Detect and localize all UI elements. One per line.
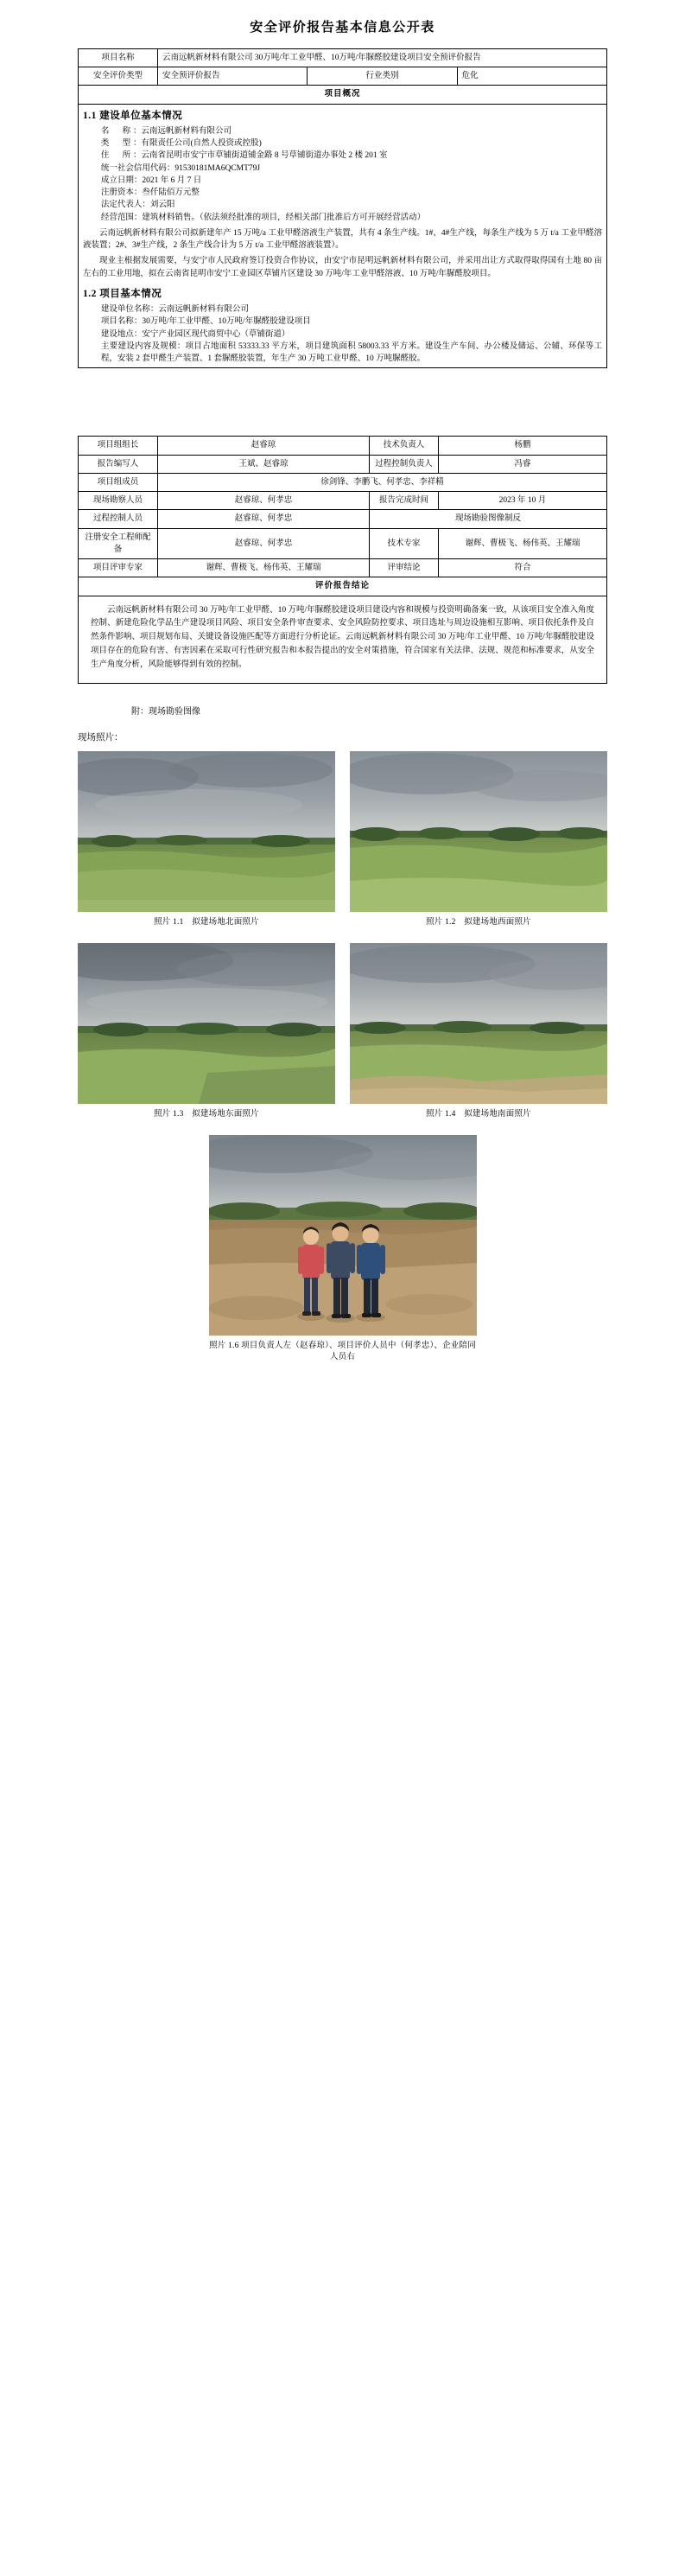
label-process-control-lead: 过程控制负责人 [370,455,439,473]
section-title-conclusion: 评价报告结论 [79,577,607,596]
label-report-writer: 报告编写人 [79,455,158,473]
value-technical-expert: 谢辉、曹极飞、杨伟英、王耀瑞 [439,528,607,559]
value-project-name: 云南远帆新材料有限公司 30万吨/年工业甲醛、10万吨/年脲醛胶建设项目安全预评价报告 [158,48,607,67]
photo-1-6-image [209,1135,477,1336]
table-row-conclusion-body [79,596,607,684]
section-title-overview: 项目概况 [79,86,607,104]
overview-body [79,104,607,368]
table-row-section-header [79,86,607,104]
field-company-address: 住 所：云南省昆明市安宁市草铺街道铺金路 8 号草铺街道办事处 2 楼 201 室 [100,151,388,161]
info-table [78,48,607,369]
photo-row-3 [78,1135,607,1377]
table-row [79,492,607,510]
label-industry-category: 行业类别 [308,67,457,86]
photo-cell-1-3 [78,943,335,1133]
heading-builder-basic: 1.1 建设单位基本情况 [83,110,183,121]
photo-gallery [78,751,607,1376]
field-legal-representative: 法定代表人：刘云阳 [100,201,175,210]
field-registered-capital: 注册资本：叁仟陆佰万元整 [100,188,200,197]
table-row [79,559,607,577]
value-team-members: 徐剑锋、李鹏飞、何孝忠、李祥精 [158,473,607,491]
conclusion-text: 云南远帆新材料有限公司 30 万吨/年工业甲醛、10 万吨/年脲醛胶建设项目建设内容和规模与投资明确备案一致，从该项目安全准入角度控制、新建危险化学品生产建设项目风险、项目安全条件审查要求、安全风险防控要求、项目选址与周边设施相互影响、项目依托条件及自然条件影响、项目规划布局、关键设备设施匹配等方面进行分析论证。云南远帆新材料有限公司 30 万吨/年工业甲醛、10 万吨/年脲醛胶建设项目存在的危险有害、有害因素在采取可行性研究报告和本报告提出的安全对策措施，符合国家有关法律、法规、规范和标准要求，从安全生产角度分析，风险能够得到有效的控制。 [91,605,594,670]
table-row-project-name [79,48,607,67]
attachment-note: 附：现场勘验图像 [131,707,200,717]
label-registered-engineer: 注册安全工程师配备 [79,528,158,559]
photo-1-3-image [78,943,335,1104]
review-table [78,436,607,684]
attachment-section [78,706,607,744]
photo-1-3-caption: 照片 1.3 拟建场地东面照片 [154,1109,259,1119]
photo-1-1-image [78,751,335,912]
value-team-leader: 赵睿琼 [158,437,370,455]
table-row [79,455,607,473]
label-team-members: 项目组成员 [79,473,158,491]
photo-section-label: 现场照片： [78,732,124,743]
label-process-control-staff: 过程控制人员 [79,510,158,528]
value-report-writer: 王斌、赵睿琼 [158,455,370,473]
photo-1-6-caption: 照片 1.6 项目负责人左（赵春琼）、项目评价人员中（何孝忠）、企业陪同人员右 [209,1341,476,1362]
label-review-experts: 项目评审专家 [79,559,158,577]
value-site-survey-staff: 赵睿琼、何孝忠 [158,492,370,510]
overview-paragraph-2: 现业主根据发展需要，与安宁市人民政府签订投资合作协议，由安宁市昆明远帆新材料有限公司，并采用出让方式取得取得国有土地 80 亩左右的工业用地，拟在云南省昆明市安宁工业园区草铺片区建设 30 万吨/年工业甲醛溶液、10 万吨/年脲醛胶项目。 [83,257,602,278]
table-row-assessment-type [79,67,607,86]
field-scope-and-scale: 主要建设内容及规模：项目占地面积 53333.33 平方米，项目建筑面积 58003.33 平方米。建设生产车间、办公楼及储运、公辅、环保等工程，安装 2 套甲醛生产装置、1 套脲醛胶装置，年生产 30 万吨工业甲醛、10 万吨脲醛胶。 [100,341,602,363]
value-review-experts: 谢辉、曹极飞、杨伟英、王耀瑞 [158,559,370,577]
field-builder-name: 建设单位名称：云南远帆新材料有限公司 [100,305,249,314]
overview-paragraph-1: 云南远帆新材料有限公司拟新建年产 15 万吨/a 工业甲醛溶液生产装置，共有 4 条生产线。1#、4#生产线，每条生产线为 5 万 t/a 工业甲醛溶液装置；2#、3#生产线，2 条生产线合计为 5 万 t/a 工业甲醛溶液装置）。 [83,228,602,250]
value-report-completion-time: 2023 年 10 月 [439,492,607,510]
field-credit-code: 统一社会信用代码：91530181MA6QCMT79J [100,163,261,173]
value-technical-lead: 杨鹏 [439,437,607,455]
photo-cell-1-4 [350,943,607,1133]
value-assessment-type: 安全预评价报告 [158,67,308,86]
photo-1-2-caption: 照片 1.2 拟建场地西面照片 [426,917,531,927]
value-process-control-staff: 赵睿琼、何孝忠 [158,510,370,528]
table-spacer [0,368,685,436]
table-row-conclusion-header [79,577,607,596]
value-review-conclusion: 符合 [439,559,607,577]
photo-row-2 [78,943,607,1133]
conclusion-cell [79,596,607,684]
field-company-name: 名 称：云南远帆新材料有限公司 [100,126,232,136]
value-site-survey-image: 现场勘验图像制反 [370,510,607,528]
table-row [79,473,607,491]
table-row [79,437,607,455]
value-industry-category: 危化 [457,67,606,86]
value-registered-engineer: 赵睿琼、何孝忠 [158,528,370,559]
table-row [79,528,607,559]
page-title: 安全评价报告基本信息公开表 [250,21,435,35]
label-team-leader: 项目组组长 [79,437,158,455]
field-construction-site: 建设地点：安宁产业园区现代商贸中心（草铺街道） [100,329,290,339]
label-technical-lead: 技术负责人 [370,437,439,455]
field-project-name: 项目名称：30万吨/年工业甲醛、10万吨/年脲醛胶建设项目 [100,317,311,327]
label-technical-expert: 技术专家 [370,528,439,559]
table-row [79,510,607,528]
photo-cell-1-2 [350,751,607,941]
label-assessment-type: 安全评价类型 [79,67,158,86]
field-business-scope: 经营范围：建筑材料销售。（依法须经批准的项目，经相关部门批准后方可开展经营活动） [100,213,426,222]
value-process-control-lead: 冯睿 [439,455,607,473]
photo-cell-1-6 [209,1135,477,1377]
field-company-type: 类 型：有限责任公司(自然人投资或控股) [100,139,262,148]
photo-1-4-caption: 照片 1.4 拟建场地南面照片 [426,1109,531,1119]
field-established-date: 成立日期：2021 年 6 月 7 日 [100,175,202,185]
label-project-name: 项目名称 [79,48,158,67]
label-review-conclusion: 评审结论 [370,559,439,577]
photo-cell-1-1 [78,751,335,941]
heading-project-basic: 1.2 项目基本情况 [83,288,162,299]
table-row-overview-body [79,104,607,368]
photo-1-2-image [350,751,607,912]
photo-1-1-caption: 照片 1.1 拟建场地北面照片 [154,917,259,927]
label-report-completion-time: 报告完成时间 [370,492,439,510]
photo-row-1 [78,751,607,941]
label-site-survey-staff: 现场勘察人员 [79,492,158,510]
photo-1-4-image [350,943,607,1104]
